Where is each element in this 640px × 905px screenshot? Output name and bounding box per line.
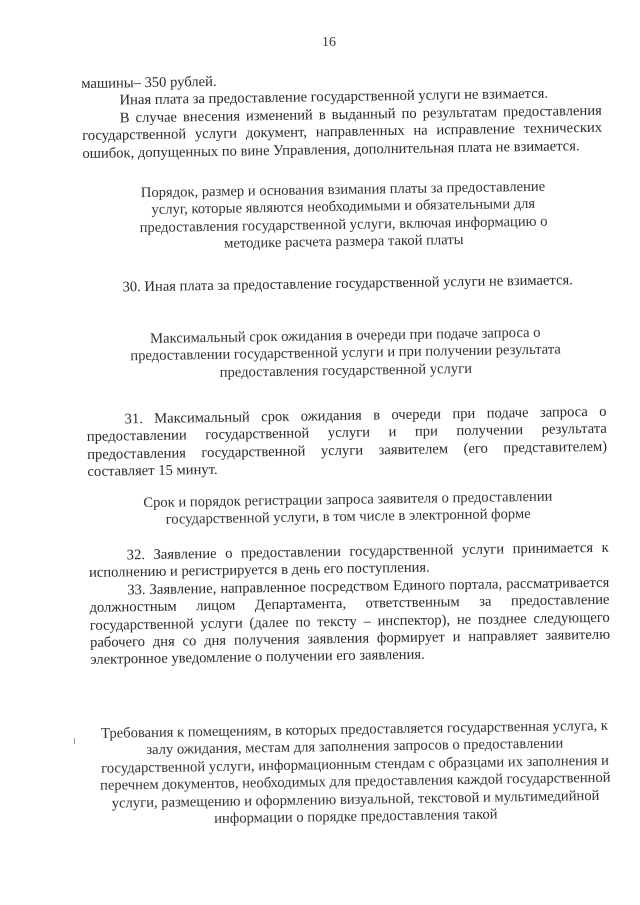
paragraph-31: 31. Максимальный срок ожидания в очереди при подаче запроса о предоставлении государственной услуги и при получении результата предоставления государственной услуги заявителем (его представителем) составляет 15 минут. [86, 403, 608, 481]
section-heading-waiting-time: Максимальный срок ожидания в очереди при подаче запроса о предоставлении государственной услуги и при получении результата предоставления государственной услуги [130, 324, 561, 381]
other-fee-paragraph: Иная плата за предоставление государственной услуги не взимается. [119, 86, 549, 109]
paragraph-33: 33. Заявление, направленное посредством Единого портала, рассматривается должностным лицом Департамента, ответственным за предоставление государственной услуги (далее по тексту – инспектор), не позднее следующего рабочего дня со дня получения заявления формирует и направляет заявителю электронное уведомление о получении его заявления. [89, 574, 611, 669]
section-heading-fees: Порядок, размер и основания взимания платы за предоставление услуг, которые являются необходимыми и обязательными для предоставления государственной услуги, включая информацию о методике расчета размера такой платы [139, 178, 548, 252]
paragraph-32: 32. Заявление о предоставлении государственной услуги принимается к исполнению и регистрируется в день его поступления. [88, 539, 609, 582]
corrections-paragraph: В случае внесения изменений в выданный по результатам предоставления государственной услуги документ, направленных на исправление технических ошибок, допущенных по вине Управления, дополнительная плата не взимается. [82, 102, 603, 162]
paragraph-30: 30. Иная плата за предоставление государственной услуги не взимается. [122, 272, 573, 296]
registration-paragraphs [89, 540, 611, 670]
section-heading-premises: Требования к помещениям, в которых предоставляется государственная услуга, к залу ожидания, местам для заполнения запросов о предоставлении государственной услуги, информационным стендам с образцами их заполнения и перечнем документов, необходимых для предоставления каждой государственной услуги, размещению и оформлению визуальной, текстовой и мультимедийной информации о порядке предоставления такой [99, 717, 611, 828]
margin-mark [74, 738, 75, 744]
intro-block [81, 68, 602, 163]
page-number: 16 [322, 35, 336, 50]
fee-amount-line: машины– 350 рублей. [81, 73, 217, 92]
section-heading-registration: Срок и порядок регистрации запроса заявителя о предоставлении государственной услуги, в том числе в электронной форме [143, 488, 553, 529]
